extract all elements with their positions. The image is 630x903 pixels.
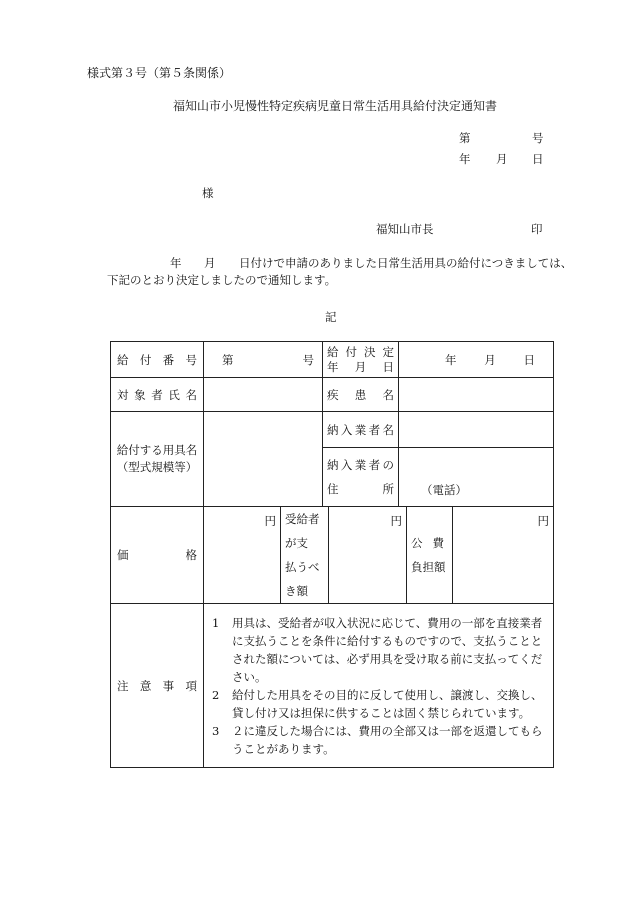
public-burden-value <box>453 507 554 604</box>
recipient-pay-value <box>329 507 407 604</box>
patient-name-label-cell: 疾 患 名 <box>323 378 399 412</box>
decision-day: 日 <box>523 352 536 367</box>
ki-heading: 記 <box>325 310 337 324</box>
item-label-line1: 給付する用具名 <box>116 443 198 457</box>
table-row <box>111 342 554 378</box>
notes-cell <box>204 604 554 768</box>
table-row <box>111 412 554 448</box>
doc-date-year: 年 <box>459 152 471 166</box>
table-row <box>111 507 554 604</box>
subject-name-value <box>204 378 323 412</box>
body-sentence-1: 日付けで申請のありました日常生活用具の給付につきましては、 <box>239 256 573 270</box>
grant-number-suffix: 号 <box>302 352 314 367</box>
vendor-address-value <box>399 448 554 507</box>
doc-date-day: 日 <box>532 152 544 166</box>
grant-number-label-cell: 給 付 番 号 <box>111 342 204 378</box>
grant-form-table <box>110 341 554 768</box>
vendor-name-value <box>399 412 554 448</box>
decision-date-label-cell: 給 付 決 定 年 月 日 <box>323 342 399 378</box>
recipient-pay-label-cell <box>281 507 329 604</box>
subject-name-label-cell: 対 象 者 氏 名 <box>111 378 204 412</box>
public-burden-label-line2: 負担額 <box>411 560 446 574</box>
public-burden-yen: 円 <box>537 514 550 528</box>
notes-label-cell: 注 意 事 項 <box>111 604 204 768</box>
vendor-address-label-cell: 納 入 業 者 の 住 所 <box>323 448 399 507</box>
public-burden-label-cell: 公 費 負担額 <box>407 507 453 604</box>
body-sentence-2: 下記のとおり決定しましたので通知します。 <box>107 273 337 287</box>
grant-number-prefix: 第 <box>222 352 234 367</box>
seal-mark: 印 <box>531 222 543 236</box>
document-title: 福知山市小児慢性特定疾病児童日常生活用具給付決定通知書 <box>173 99 498 113</box>
decision-year: 年 <box>445 352 457 367</box>
body-date-year: 年 <box>170 256 182 270</box>
body-date-month: 月 <box>204 256 216 270</box>
item-label-cell <box>111 412 204 507</box>
vendor-name-label-cell: 納 入 業 者 名 <box>323 412 399 448</box>
doc-number-suffix: 号 <box>532 131 544 145</box>
price-label-cell: 価 格 <box>111 507 204 604</box>
recipient-pay-yen: 円 <box>390 514 402 528</box>
note-item-3: 3 ２に違反した場合には、費用の全部又は一部を返還してもらうことがあります。 <box>212 723 543 756</box>
decision-month: 月 <box>484 352 496 367</box>
form-number: 様式第３号（第５条関係） <box>87 66 232 80</box>
table-row <box>111 604 554 768</box>
note-item-2: 2 給付した用具をその目的に反して使用し、譲渡し、交換し、貸し付け又は担保に供することは固く禁じられています。 <box>212 687 543 720</box>
phone-label: （電話） <box>421 483 467 497</box>
table-row <box>111 378 554 412</box>
price-yen: 円 <box>264 514 276 528</box>
price-value <box>204 507 281 604</box>
decision-date-cell <box>399 342 554 378</box>
item-label-line2: （型式規模等） <box>116 460 198 474</box>
recipient-pay-label-line2: 払うべき額 <box>285 560 320 598</box>
addressee-suffix: 様 <box>202 186 214 200</box>
grant-number-cell <box>204 342 323 378</box>
item-value <box>204 412 323 507</box>
issuer-name: 福知山市長 <box>376 222 434 236</box>
recipient-pay-label-line1: 受給者が支 <box>285 512 320 550</box>
note-item-1: 1 用具は、受給者が収入状況に応じて、費用の一部を直接業者に支払うことを条件に給付するものですので、支払うこととされた額については、必ず用具を受け取る前に支払ってください。 <box>212 615 543 684</box>
patient-name-value <box>399 378 554 412</box>
doc-date-month: 月 <box>496 152 508 166</box>
doc-number-prefix: 第 <box>459 131 471 145</box>
